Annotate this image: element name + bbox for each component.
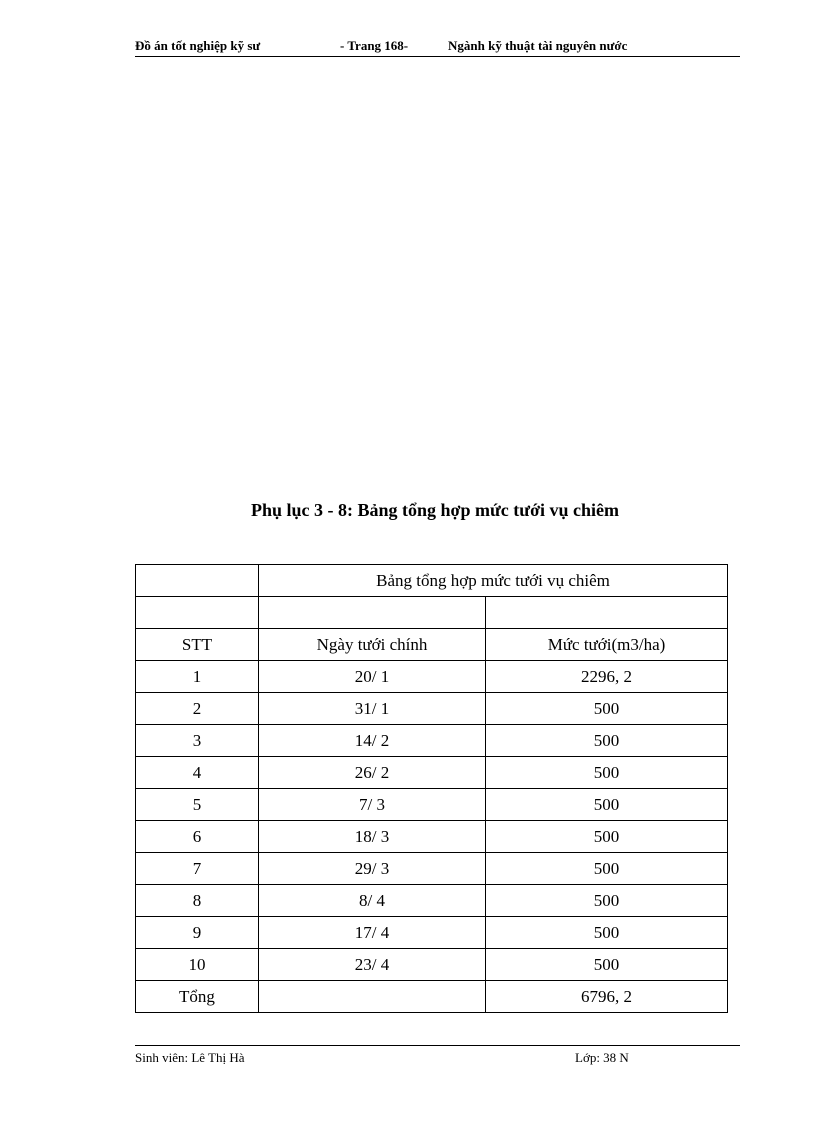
table-cell-empty	[486, 597, 728, 629]
cell-amount: 500	[486, 789, 728, 821]
cell-stt: 10	[136, 949, 259, 981]
cell-stt: 3	[136, 725, 259, 757]
total-empty	[259, 981, 486, 1013]
header-major: Ngành kỹ thuật tài nguyên nước	[448, 38, 628, 53]
table-row	[136, 885, 728, 917]
cell-stt: 9	[136, 917, 259, 949]
cell-date: 8/ 4	[259, 885, 486, 917]
table-row	[136, 725, 728, 757]
cell-amount: 500	[486, 917, 728, 949]
cell-stt: 1	[136, 661, 259, 693]
table-row	[136, 853, 728, 885]
table-corner-cell	[136, 565, 259, 597]
cell-amount: 500	[486, 949, 728, 981]
table-header-row	[136, 629, 728, 661]
cell-stt: 6	[136, 821, 259, 853]
total-value: 6796, 2	[486, 981, 728, 1013]
cell-date: 17/ 4	[259, 917, 486, 949]
table-row	[136, 789, 728, 821]
cell-stt: 7	[136, 853, 259, 885]
table-total-row	[136, 981, 728, 1013]
cell-date: 23/ 4	[259, 949, 486, 981]
table-row	[136, 757, 728, 789]
cell-stt: 5	[136, 789, 259, 821]
cell-date: 20/ 1	[259, 661, 486, 693]
cell-stt: 2	[136, 693, 259, 725]
appendix-title: Phụ lục 3 - 8: Bảng tổng hợp mức tưới vụ chiêm	[250, 500, 620, 520]
page-footer	[135, 1045, 740, 1065]
cell-amount: 500	[486, 821, 728, 853]
cell-date: 7/ 3	[259, 789, 486, 821]
irrigation-summary-table	[135, 564, 728, 1013]
cell-stt: 4	[136, 757, 259, 789]
cell-date: 31/ 1	[259, 693, 486, 725]
cell-amount: 500	[486, 885, 728, 917]
table-title-row	[136, 565, 728, 597]
table-row	[136, 693, 728, 725]
header-page-number: - Trang 168-	[340, 38, 409, 53]
cell-date: 29/ 3	[259, 853, 486, 885]
column-header-stt: STT	[136, 629, 259, 661]
cell-amount: 2296, 2	[486, 661, 728, 693]
cell-amount: 500	[486, 853, 728, 885]
table-row	[136, 661, 728, 693]
footer-student: Sinh viên: Lê Thị Hà	[135, 1050, 245, 1065]
column-header-amount: Mức tưới(m3/ha)	[486, 629, 728, 661]
cell-date: 26/ 2	[259, 757, 486, 789]
cell-amount: 500	[486, 693, 728, 725]
table-row	[136, 821, 728, 853]
table-blank-row	[136, 597, 728, 629]
cell-stt: 8	[136, 885, 259, 917]
table-merged-title: Bảng tổng hợp mức tưới vụ chiêm	[259, 565, 728, 597]
table-row	[136, 917, 728, 949]
total-label: Tổng	[136, 981, 259, 1013]
table-cell-empty	[136, 597, 259, 629]
cell-date: 14/ 2	[259, 725, 486, 757]
table-row	[136, 949, 728, 981]
header-thesis-title: Đồ án tốt nghiệp kỹ sư	[135, 38, 261, 53]
column-header-date: Ngày tưới chính	[259, 629, 486, 661]
page-header	[135, 36, 740, 57]
footer-class: Lớp: 38 N	[575, 1050, 629, 1065]
table-cell-empty	[259, 597, 486, 629]
cell-date: 18/ 3	[259, 821, 486, 853]
cell-amount: 500	[486, 725, 728, 757]
cell-amount: 500	[486, 757, 728, 789]
